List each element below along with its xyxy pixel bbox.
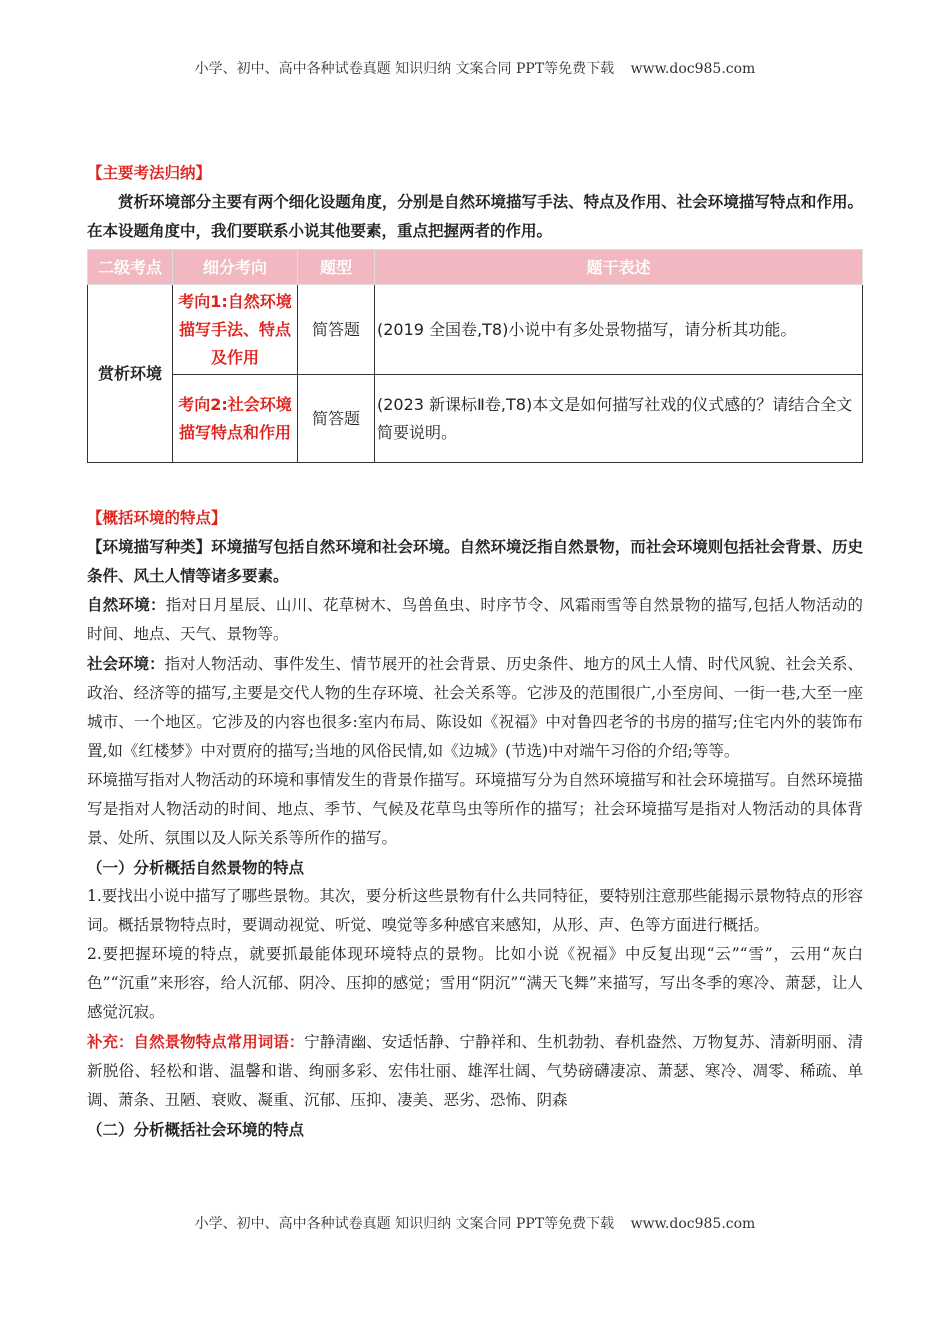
direction-cell: 考向2:社会环境描写特点和作用 (173, 375, 298, 463)
table-header-row (88, 250, 863, 285)
social-text: 指对人物活动、事件发生、情节展开的社会背景、历史条件、地方的风土人情、时代风貌、社会关系、政治、经济等的描写,主要是交代人物的生存环境、社会关系等。它涉及的范围很广,小至房间、一街一巷,大至一座城市、一个地区。它涉及的内容也很多:室内布局、陈设如《祝福》中对鲁四老爷的书房的描写;住宅内外的装饰布置,如《红楼梦》中对贾府的描写;当地的风俗民情,如《边城》(节选)中对端午习俗的介绍;等等。 (87, 655, 863, 760)
definition-paragraph: 环境描写指对人物活动的环境和事情发生的背景作描写。环境描写分为自然环境描写和社会环境描写。自然环境描写是指对人物活动的时间、地点、季节、气候及花草鸟虫等所作的描写；社会环境描写是指对人物活动的具体背景、处所、氛围以及人际关系等所作的描写。 (87, 771, 863, 847)
subheading-social: （二）分析概括社会环境的特点 (87, 1120, 305, 1139)
type-cell: 简答题 (298, 375, 375, 463)
supplement-paragraph (87, 1027, 863, 1115)
col-header: 题型 (298, 250, 375, 285)
question-cell: (2023 新课标Ⅱ卷,T8)本文是如何描写社戏的仪式感的？请结合全文简要说明。 (375, 375, 863, 463)
type-cell: 简答题 (298, 285, 375, 375)
page-header (0, 58, 950, 78)
footer-url[interactable]: www.doc985.com (630, 1216, 756, 1232)
natural-paragraph (87, 590, 863, 649)
section-title-features: 【概括环境的特点】 (87, 508, 227, 527)
table-row (88, 285, 863, 375)
section-title-main-methods: 【主要考法归纳】 (87, 163, 212, 182)
header-text: 小学、初中、高中各种试卷真题 知识归纳 文案合同 PPT等免费下载 (194, 61, 615, 77)
subheading-natural: （一）分析概括自然景物的特点 (87, 858, 305, 877)
col-header: 题干表述 (375, 250, 863, 285)
col-header: 二级考点 (88, 250, 173, 285)
content (87, 158, 863, 1144)
types-label: 【环境描写种类】 (87, 537, 212, 556)
point-2: 2.要把握环境的特点，就要抓最能体现环境特点的景物。比如小说《祝福》中反复出现“云”“雪”，云用“灰白色”“沉重”来形容，给人沉郁、阴冷、压抑的感觉；雪用“阴沉”“满天飞舞”来描写，写出冬季的寒冷、萧瑟，让人感觉沉寂。 (87, 945, 863, 1021)
page-footer (0, 1213, 950, 1233)
table-row (88, 375, 863, 463)
social-label: 社会环境： (87, 654, 165, 673)
supplement-text: 宁静清幽、安适恬静、宁静祥和、生机勃勃、春机盎然、万物复苏、清新明丽、清新脱俗、轻松和谐、温馨和谐、绚丽多彩、宏伟壮丽、雄浑壮阔、气势磅礴凄凉、萧瑟、寒冷、凋零、稀疏、单调、萧条、丑陋、衰败、凝重、沉郁、压抑、凄美、恶劣、恐怖、阴森 (87, 1033, 863, 1109)
social-paragraph (87, 649, 863, 766)
natural-label: 自然环境： (87, 595, 166, 614)
header-url[interactable]: www.doc985.com (630, 61, 756, 77)
direction-cell: 考向1:自然环境描写手法、特点及作用 (173, 285, 298, 375)
natural-text: 指对日月星辰、山川、花草树木、鸟兽鱼虫、时序节令、风霜雨雪等自然景物的描写,包括人物活动的时间、地点、天气、景物等。 (87, 596, 863, 643)
supplement-label: 补充：自然景物特点常用词语： (87, 1032, 305, 1051)
exam-table (87, 249, 863, 463)
question-cell: (2019 全国卷,T8)小说中有多处景物描写，请分析其功能。 (375, 285, 863, 375)
footer-text: 小学、初中、高中各种试卷真题 知识归纳 文案合同 PPT等免费下载 (194, 1216, 615, 1232)
intro-paragraph: 赏析环境部分主要有两个细化设题角度，分别是自然环境描写手法、特点及作用、社会环境描写特点和作用。在本设题角度中，我们要联系小说其他要素，重点把握两者的作用。 (87, 192, 863, 240)
col-header: 细分考向 (173, 250, 298, 285)
types-text: 环境描写包括自然环境和社会环境。自然环境泛指自然景物，而社会环境则包括社会背景、历史条件、风土人情等诸多要素。 (87, 537, 863, 585)
category-cell: 赏析环境 (88, 285, 173, 463)
point-1: 1.要找出小说中描写了哪些景物。其次，要分析这些景物有什么共同特征，要特别注意那些能揭示景物特点的形容词。概括景物特点时，要调动视觉、听觉、嗅觉等多种感官来感知，从形、声、色等方面进行概括。 (87, 887, 863, 934)
types-paragraph (87, 532, 863, 590)
